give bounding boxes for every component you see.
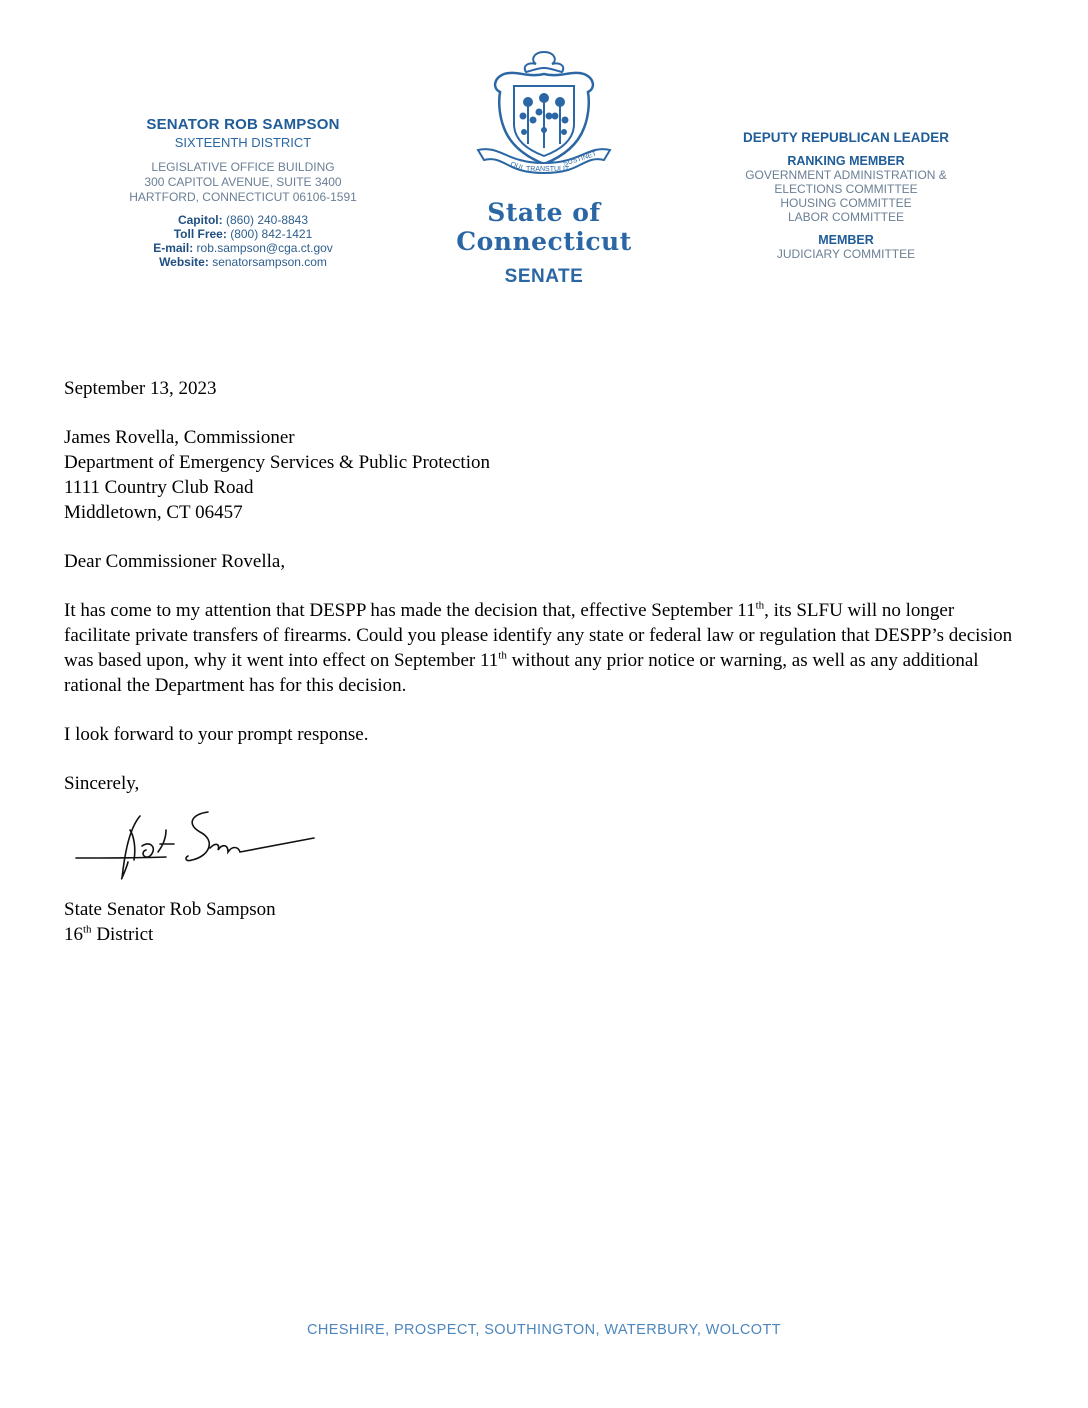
contact-info bbox=[108, 213, 378, 269]
salutation: Dear Commissioner Rovella, bbox=[64, 551, 286, 572]
district-number: 16 bbox=[64, 924, 83, 945]
letterhead-left bbox=[108, 116, 378, 269]
body-paragraph bbox=[64, 598, 1024, 698]
committee-item: LABOR COMMITTEE bbox=[787, 210, 904, 224]
letter-date: September 13, 2023 bbox=[64, 378, 217, 399]
motto-left: QUI bbox=[509, 161, 524, 172]
signature-block bbox=[64, 897, 276, 947]
committee-item: ELECTIONS COMMITTEE bbox=[774, 182, 918, 196]
capitol-phone bbox=[108, 213, 378, 227]
handwritten-signature bbox=[70, 800, 330, 890]
letter-body bbox=[64, 376, 1024, 796]
body-text-1: It has come to my attention that DESPP has made the decision that, effective September 11 bbox=[64, 600, 756, 621]
website-label: Website: bbox=[159, 255, 209, 269]
capitol-label: Capitol: bbox=[177, 213, 223, 227]
member-heading: MEMBER bbox=[818, 233, 874, 247]
tollfree-label: Toll Free: bbox=[173, 227, 227, 241]
letterhead-center bbox=[410, 44, 678, 288]
signer-name: State Senator Rob Sampson bbox=[64, 899, 276, 920]
address-line: 300 CAPITOL AVENUE, SUITE 3400 bbox=[144, 175, 342, 189]
committee-item: HOUSING COMMITTEE bbox=[780, 196, 912, 210]
recipient-line: James Rovella, Commissioner bbox=[64, 427, 295, 448]
closing-line: I look forward to your prompt response. bbox=[64, 724, 369, 745]
signer-district bbox=[64, 922, 276, 947]
email bbox=[108, 241, 378, 255]
letterhead-right bbox=[726, 130, 966, 261]
leadership-title: DEPUTY REPUBLICAN LEADER bbox=[742, 130, 950, 145]
tollfree-phone bbox=[108, 227, 378, 241]
office-address bbox=[108, 160, 378, 205]
ordinal-suffix: th bbox=[83, 923, 92, 936]
address-line: LEGISLATIVE OFFICE BUILDING bbox=[151, 160, 335, 174]
motto-right: SUSTINET bbox=[562, 150, 598, 168]
recipient-line: Department of Emergency Services & Public Protection bbox=[64, 452, 490, 473]
address-line: HARTFORD, CONNECTICUT 06106-1591 bbox=[129, 190, 357, 204]
ordinal-suffix: th bbox=[498, 649, 507, 662]
committee-item: JUDICIARY COMMITTEE bbox=[776, 247, 916, 261]
ordinal-suffix: th bbox=[755, 599, 765, 612]
footer-towns: CHESHIRE, PROSPECT, SOUTHINGTON, WATERBURY, WOLCOTT bbox=[307, 1322, 781, 1338]
recipient-line: Middletown, CT 06457 bbox=[64, 502, 243, 523]
state-seal-icon bbox=[464, 44, 624, 194]
ranking-heading: RANKING MEMBER bbox=[787, 154, 905, 168]
recipient-address bbox=[64, 425, 1024, 525]
website-value: senatorsampson.com bbox=[212, 255, 327, 269]
committee-item: GOVERNMENT ADMINISTRATION & bbox=[745, 168, 947, 182]
recipient-line: 1111 Country Club Road bbox=[64, 477, 254, 498]
email-value: rob.sampson@cga.ct.gov bbox=[196, 241, 333, 255]
email-label: E-mail: bbox=[153, 241, 194, 255]
motto-center: TRANSTULIT bbox=[526, 166, 570, 173]
state-name: State of Connecticut bbox=[456, 198, 632, 256]
valediction: Sincerely, bbox=[64, 773, 140, 794]
senator-district: SIXTEENTH DISTRICT bbox=[174, 135, 312, 150]
body-text-2: , its SLFU will no longer facilitate private transfers of firearms. Could you please identify any state or federal law or regulation that DESPP’s decision was based upon, why it went into effect on September 11 bbox=[64, 600, 1013, 671]
district-label: District bbox=[91, 924, 154, 945]
capitol-value: (860) 240-8843 bbox=[225, 213, 309, 227]
tollfree-value: (800) 842-1421 bbox=[230, 227, 313, 241]
chamber-name: SENATE bbox=[504, 266, 584, 287]
website bbox=[108, 255, 378, 269]
senator-name: SENATOR ROB SAMPSON bbox=[146, 116, 340, 133]
body-text-3: without any prior notice or warning, as well as any additional rational the Department has for this decision. bbox=[64, 650, 979, 696]
